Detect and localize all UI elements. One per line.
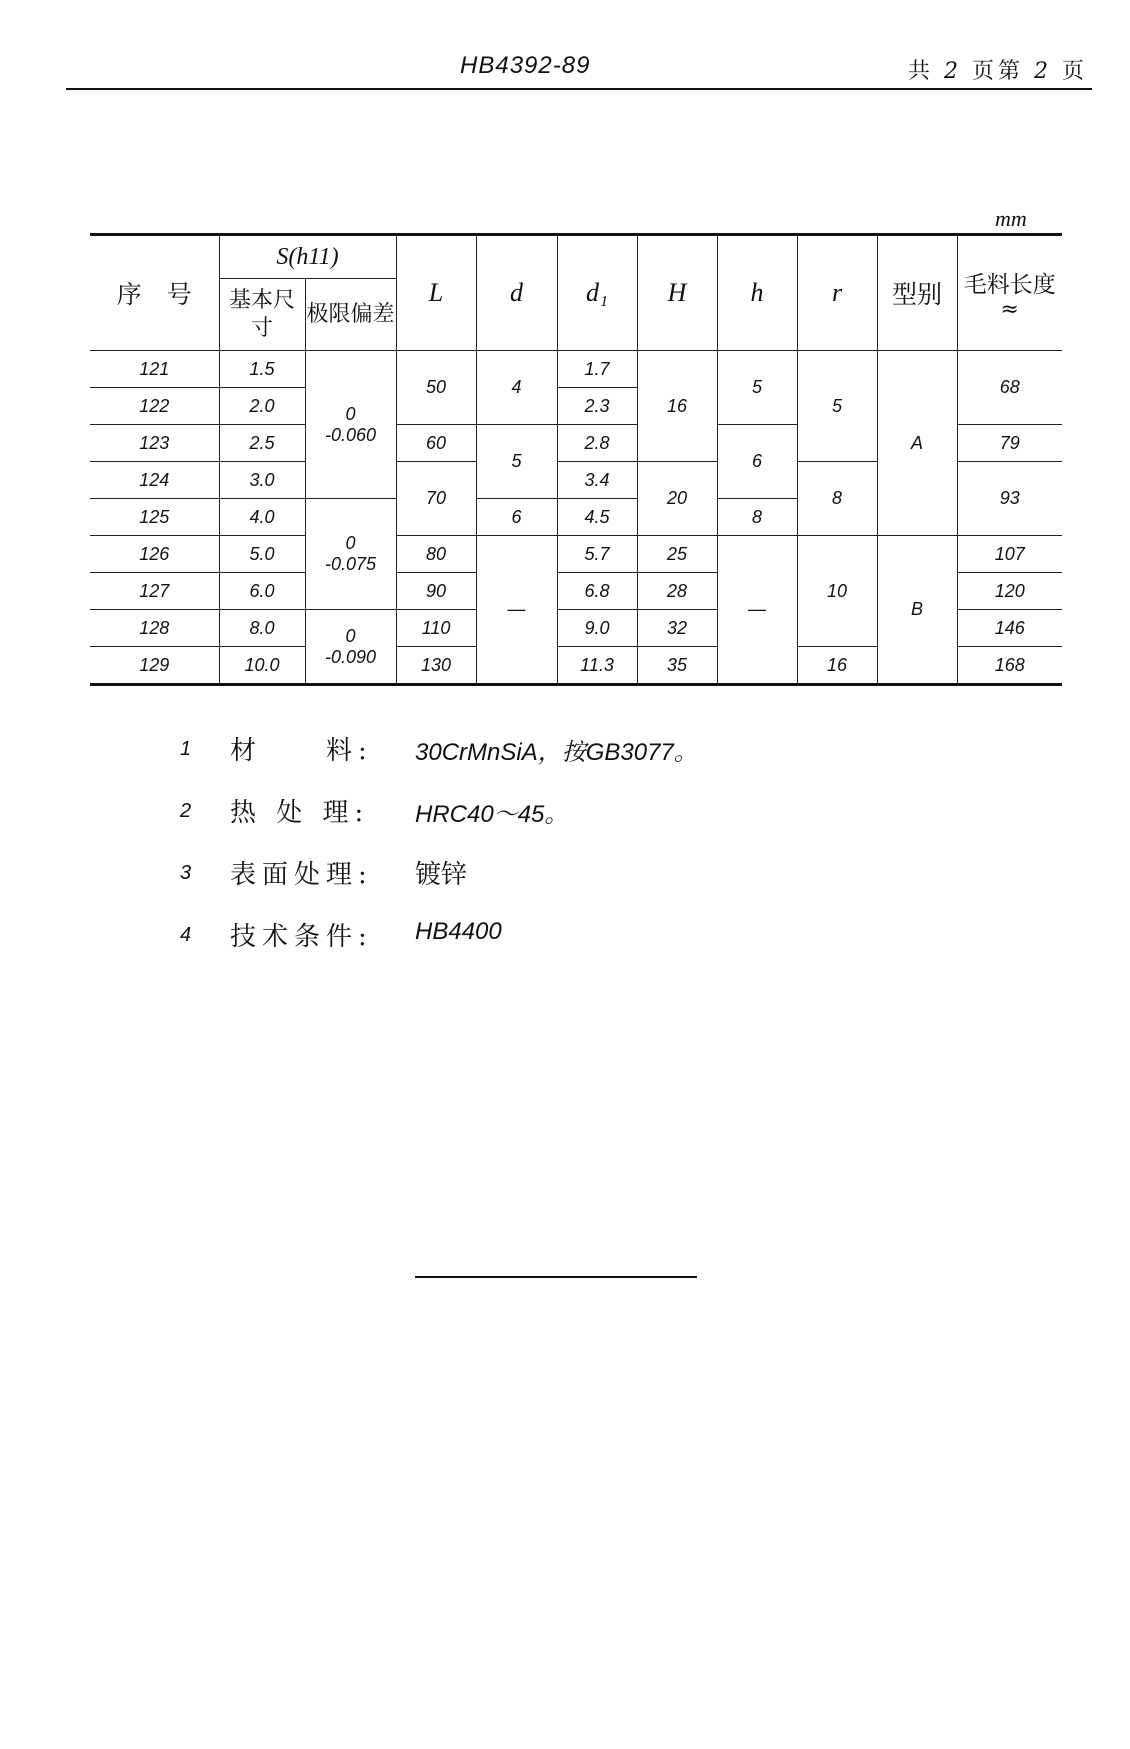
row-d1: 1.7 bbox=[557, 351, 637, 388]
deviation-group-2 bbox=[305, 499, 396, 610]
page-current: 2 bbox=[1033, 59, 1052, 84]
note-value: HB4400 bbox=[415, 918, 502, 945]
standard-number: HB4392-89 bbox=[460, 52, 591, 79]
row-s: 6.0 bbox=[219, 573, 305, 610]
note-label: 热 处 理: bbox=[230, 798, 370, 828]
row-s: 1.5 bbox=[219, 351, 305, 388]
H-20: 20 bbox=[637, 462, 717, 536]
page-total: 2 bbox=[943, 59, 962, 84]
end-rule bbox=[415, 1276, 697, 1278]
note-value: 30CrMnSiA，按GB3077。 bbox=[415, 739, 698, 766]
dev-upper: 0 bbox=[345, 533, 356, 553]
type-A: A bbox=[877, 351, 957, 536]
d-4: 4 bbox=[476, 351, 557, 425]
blank-length-120: 120 bbox=[957, 573, 1062, 610]
blank-length-93: 93 bbox=[957, 462, 1062, 536]
row-seq: 129 bbox=[90, 647, 219, 685]
note-value: 镀锌 bbox=[415, 860, 468, 890]
row-d1: 5.7 bbox=[557, 536, 637, 573]
d-dash: — bbox=[476, 536, 557, 685]
dev-upper: 0 bbox=[345, 625, 356, 646]
blank-length-label: 毛料长度 bbox=[963, 271, 1056, 298]
note-number: 2 bbox=[180, 800, 192, 822]
row-seq: 125 bbox=[90, 499, 219, 536]
row-s: 3.0 bbox=[219, 462, 305, 499]
header-type: 型别 bbox=[877, 235, 957, 351]
dev-lower: -0.060 bbox=[324, 424, 377, 445]
row-s: 10.0 bbox=[219, 647, 305, 685]
h-5: 5 bbox=[717, 351, 797, 425]
approx-symbol: ≈ bbox=[1000, 296, 1019, 322]
L-60: 60 bbox=[396, 425, 476, 462]
header-rule bbox=[66, 88, 1092, 90]
unit-label: mm bbox=[995, 206, 1027, 231]
row-d1: 4.5 bbox=[557, 499, 637, 536]
row-d1: 2.8 bbox=[557, 425, 637, 462]
r-5: 5 bbox=[797, 351, 877, 462]
dev-lower: -0.075 bbox=[324, 554, 377, 574]
page-mid: 页第 bbox=[971, 59, 1024, 84]
header-s-group: S(h11) bbox=[219, 235, 396, 279]
row-seq: 123 bbox=[90, 425, 219, 462]
row-d1: 11.3 bbox=[557, 647, 637, 685]
row-seq: 126 bbox=[90, 536, 219, 573]
r-10: 10 bbox=[797, 536, 877, 647]
header-L: L bbox=[396, 235, 476, 351]
r-16: 16 bbox=[797, 647, 877, 685]
type-B: B bbox=[877, 536, 957, 685]
header-seq: 序 号 bbox=[90, 235, 219, 351]
dev-upper: 0 bbox=[345, 403, 356, 424]
row-d1: 6.8 bbox=[557, 573, 637, 610]
dimension-table bbox=[90, 233, 1062, 686]
row-seq: 122 bbox=[90, 388, 219, 425]
blank-length-168: 168 bbox=[957, 647, 1062, 685]
page-total-prefix: 共 bbox=[907, 59, 934, 84]
header-r: r bbox=[797, 235, 877, 351]
H-35: 35 bbox=[637, 647, 717, 685]
r-8: 8 bbox=[797, 462, 877, 536]
blank-length-68: 68 bbox=[957, 351, 1062, 425]
H-25: 25 bbox=[637, 536, 717, 573]
page-suffix: 页 bbox=[1061, 59, 1088, 84]
blank-length-79: 79 bbox=[957, 425, 1062, 462]
L-130: 130 bbox=[396, 647, 476, 685]
note-label: 技术条件: bbox=[230, 922, 373, 952]
note-number: 4 bbox=[180, 924, 192, 946]
d-5: 5 bbox=[476, 425, 557, 499]
H-28: 28 bbox=[637, 573, 717, 610]
L-70: 70 bbox=[396, 462, 476, 536]
header-d: d bbox=[476, 235, 557, 351]
note-label: 表面处理: bbox=[230, 860, 373, 890]
L-110: 110 bbox=[396, 610, 476, 647]
header-s-deviation: 极限偏差 bbox=[305, 279, 396, 351]
h-8: 8 bbox=[717, 499, 797, 536]
header-H: H bbox=[637, 235, 717, 351]
deviation-group-3 bbox=[305, 610, 396, 685]
row-seq: 127 bbox=[90, 573, 219, 610]
d-6: 6 bbox=[476, 499, 557, 536]
row-seq: 128 bbox=[90, 610, 219, 647]
h-dash: — bbox=[717, 536, 797, 685]
L-50: 50 bbox=[396, 351, 476, 425]
blank-length-107: 107 bbox=[957, 536, 1062, 573]
header-h: h bbox=[717, 235, 797, 351]
note-number: 3 bbox=[180, 862, 192, 884]
row-s: 8.0 bbox=[219, 610, 305, 647]
row-d1: 3.4 bbox=[557, 462, 637, 499]
header-blank-length bbox=[957, 235, 1062, 351]
dev-lower: -0.090 bbox=[324, 646, 377, 667]
L-90: 90 bbox=[396, 573, 476, 610]
H-16: 16 bbox=[637, 351, 717, 462]
row-s: 4.0 bbox=[219, 499, 305, 536]
note-label: 材 料: bbox=[230, 736, 373, 766]
row-d1: 9.0 bbox=[557, 610, 637, 647]
deviation-group-1 bbox=[305, 351, 396, 499]
row-s: 5.0 bbox=[219, 536, 305, 573]
row-s: 2.5 bbox=[219, 425, 305, 462]
header-d1: d₁ bbox=[557, 235, 637, 351]
note-number: 1 bbox=[180, 738, 192, 760]
h-6: 6 bbox=[717, 425, 797, 499]
row-seq: 124 bbox=[90, 462, 219, 499]
row-seq: 121 bbox=[90, 351, 219, 388]
note-value: HRC40～45。 bbox=[415, 801, 569, 828]
header-s-basic: 基本尺寸 bbox=[219, 279, 305, 351]
row-d1: 2.3 bbox=[557, 388, 637, 425]
H-32: 32 bbox=[637, 610, 717, 647]
blank-length-146: 146 bbox=[957, 610, 1062, 647]
page-indicator bbox=[908, 54, 1088, 85]
L-80: 80 bbox=[396, 536, 476, 573]
row-s: 2.0 bbox=[219, 388, 305, 425]
